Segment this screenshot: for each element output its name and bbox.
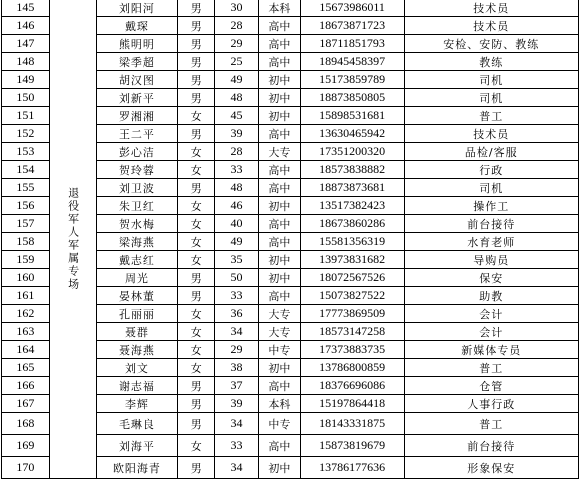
gender-cell: 男 — [178, 125, 215, 143]
education-cell: 高中 — [258, 287, 300, 305]
gender-cell: 女 — [178, 251, 215, 269]
age-cell: 40 — [215, 215, 259, 233]
job-cell: 保安 — [404, 269, 579, 287]
name-cell: 刘阳河 — [96, 0, 178, 17]
gender-cell: 女 — [178, 341, 215, 359]
age-cell: 29 — [215, 341, 259, 359]
row-number-cell: 151 — [2, 107, 50, 125]
phone-cell: 15581356319 — [300, 233, 404, 251]
gender-cell: 女 — [178, 233, 215, 251]
name-cell: 孔丽丽 — [96, 305, 178, 323]
age-cell: 39 — [215, 395, 259, 413]
age-cell: 49 — [215, 71, 259, 89]
job-cell: 普工 — [404, 359, 579, 377]
name-cell: 朱卫红 — [96, 197, 178, 215]
education-cell: 中专 — [258, 413, 300, 435]
phone-cell: 18873850805 — [300, 89, 404, 107]
age-cell: 28 — [215, 17, 259, 35]
gender-cell: 女 — [178, 197, 215, 215]
education-cell: 初中 — [258, 197, 300, 215]
job-cell: 普工 — [404, 413, 579, 435]
age-cell: 36 — [215, 305, 259, 323]
gender-cell: 女 — [178, 305, 215, 323]
row-number-cell: 156 — [2, 197, 50, 215]
job-cell: 安检、安防、教练 — [404, 35, 579, 53]
name-cell: 毛琳良 — [96, 413, 178, 435]
education-cell: 高中 — [258, 377, 300, 395]
row-number-cell: 148 — [2, 53, 50, 71]
gender-cell: 女 — [178, 359, 215, 377]
phone-cell: 13517382423 — [300, 197, 404, 215]
gender-cell: 男 — [178, 17, 215, 35]
name-cell: 贺玲蓉 — [96, 161, 178, 179]
job-cell: 普工 — [404, 107, 579, 125]
education-cell: 高中 — [258, 161, 300, 179]
gender-cell: 男 — [178, 395, 215, 413]
education-cell: 初中 — [258, 89, 300, 107]
education-cell: 高中 — [258, 215, 300, 233]
job-cell: 品检/客服 — [404, 143, 579, 161]
table-body — [2, 0, 579, 479]
education-cell: 高中 — [258, 17, 300, 35]
name-cell: 刘文 — [96, 359, 178, 377]
job-cell: 教练 — [404, 53, 579, 71]
age-cell: 34 — [215, 457, 259, 479]
education-cell: 大专 — [258, 305, 300, 323]
education-cell: 初中 — [258, 359, 300, 377]
name-cell: 刘海平 — [96, 435, 178, 457]
age-cell: 28 — [215, 143, 259, 161]
job-cell: 形象保安 — [404, 457, 579, 479]
row-number-cell: 150 — [2, 89, 50, 107]
gender-cell: 男 — [178, 35, 215, 53]
row-number-cell: 159 — [2, 251, 50, 269]
name-cell: 刘新平 — [96, 89, 178, 107]
row-number-cell: 170 — [2, 457, 50, 479]
job-cell: 司机 — [404, 89, 579, 107]
row-number-cell: 157 — [2, 215, 50, 233]
age-cell: 30 — [215, 0, 259, 17]
phone-cell: 13630465942 — [300, 125, 404, 143]
row-number-cell: 161 — [2, 287, 50, 305]
row-number-cell: 154 — [2, 161, 50, 179]
education-cell: 大专 — [258, 323, 300, 341]
education-cell: 高中 — [258, 53, 300, 71]
age-cell: 45 — [215, 107, 259, 125]
row-number-cell: 152 — [2, 125, 50, 143]
table-row — [2, 0, 579, 17]
phone-cell: 15873819679 — [300, 435, 404, 457]
age-cell: 39 — [215, 125, 259, 143]
gender-cell: 男 — [178, 53, 215, 71]
name-cell: 刘卫波 — [96, 179, 178, 197]
job-cell: 会计 — [404, 323, 579, 341]
name-cell: 周光 — [96, 269, 178, 287]
gender-cell: 男 — [178, 179, 215, 197]
phone-cell: 13973831682 — [300, 251, 404, 269]
education-cell: 高中 — [258, 35, 300, 53]
phone-cell: 15197864418 — [300, 395, 404, 413]
job-cell: 前台接待 — [404, 215, 579, 233]
job-cell: 助教 — [404, 287, 579, 305]
name-cell: 欧阳海青 — [96, 457, 178, 479]
job-cell: 导购员 — [404, 251, 579, 269]
row-number-cell: 163 — [2, 323, 50, 341]
name-cell: 罗湘湘 — [96, 107, 178, 125]
phone-cell: 15673986011 — [300, 0, 404, 17]
name-cell: 李辉 — [96, 395, 178, 413]
age-cell: 33 — [215, 435, 259, 457]
education-cell: 初中 — [258, 269, 300, 287]
education-cell: 本科 — [258, 395, 300, 413]
row-number-cell: 147 — [2, 35, 50, 53]
gender-cell: 男 — [178, 457, 215, 479]
age-cell: 38 — [215, 359, 259, 377]
name-cell: 贺水梅 — [96, 215, 178, 233]
gender-cell: 女 — [178, 143, 215, 161]
job-cell: 技术员 — [404, 125, 579, 143]
name-cell: 聂群 — [96, 323, 178, 341]
job-cell: 会计 — [404, 305, 579, 323]
phone-cell: 15173859789 — [300, 71, 404, 89]
row-number-cell: 155 — [2, 179, 50, 197]
row-number-cell: 168 — [2, 413, 50, 435]
age-cell: 34 — [215, 413, 259, 435]
gender-cell: 男 — [178, 287, 215, 305]
gender-cell: 男 — [178, 413, 215, 435]
row-number-cell: 158 — [2, 233, 50, 251]
education-cell: 高中 — [258, 233, 300, 251]
age-cell: 35 — [215, 251, 259, 269]
gender-cell: 男 — [178, 377, 215, 395]
row-number-cell: 165 — [2, 359, 50, 377]
age-cell: 25 — [215, 53, 259, 71]
phone-cell: 18945458397 — [300, 53, 404, 71]
phone-cell: 18873873681 — [300, 179, 404, 197]
gender-cell: 女 — [178, 161, 215, 179]
row-number-cell: 169 — [2, 435, 50, 457]
name-cell: 戴琛 — [96, 17, 178, 35]
gender-cell: 男 — [178, 0, 215, 17]
job-cell: 前台接待 — [404, 435, 579, 457]
phone-cell: 17351200320 — [300, 143, 404, 161]
education-cell: 高中 — [258, 435, 300, 457]
row-number-cell: 146 — [2, 17, 50, 35]
phone-cell: 18072567526 — [300, 269, 404, 287]
phone-cell: 18376696086 — [300, 377, 404, 395]
education-cell: 高中 — [258, 125, 300, 143]
name-cell: 熊明明 — [96, 35, 178, 53]
name-cell: 梁季超 — [96, 53, 178, 71]
age-cell: 48 — [215, 89, 259, 107]
row-number-cell: 149 — [2, 71, 50, 89]
job-cell: 人事行政 — [404, 395, 579, 413]
row-number-cell: 145 — [2, 0, 50, 17]
name-cell: 戴志红 — [96, 251, 178, 269]
job-cell: 技术员 — [404, 0, 579, 17]
phone-cell: 18143331875 — [300, 413, 404, 435]
age-cell: 49 — [215, 233, 259, 251]
row-number-cell: 164 — [2, 341, 50, 359]
phone-cell: 13786177636 — [300, 457, 404, 479]
gender-cell: 男 — [178, 71, 215, 89]
phone-cell: 15898531681 — [300, 107, 404, 125]
name-cell: 谢志福 — [96, 377, 178, 395]
gender-cell: 男 — [178, 89, 215, 107]
row-number-cell: 160 — [2, 269, 50, 287]
education-cell: 本科 — [258, 0, 300, 17]
age-cell: 33 — [215, 287, 259, 305]
category-cell — [49, 0, 96, 479]
job-cell: 操作工 — [404, 197, 579, 215]
age-cell: 33 — [215, 161, 259, 179]
row-number-cell: 167 — [2, 395, 50, 413]
job-cell: 司机 — [404, 71, 579, 89]
name-cell: 聂海燕 — [96, 341, 178, 359]
education-cell: 大专 — [258, 143, 300, 161]
job-seeker-table — [1, 0, 579, 479]
phone-cell: 18673860286 — [300, 215, 404, 233]
age-cell: 46 — [215, 197, 259, 215]
gender-cell: 女 — [178, 323, 215, 341]
phone-cell: 15073827522 — [300, 287, 404, 305]
name-cell: 彭心洁 — [96, 143, 178, 161]
education-cell: 高中 — [258, 179, 300, 197]
phone-cell: 17773869509 — [300, 305, 404, 323]
job-cell: 新媒体专员 — [404, 341, 579, 359]
job-cell: 仓管 — [404, 377, 579, 395]
name-cell: 胡汉图 — [96, 71, 178, 89]
age-cell: 50 — [215, 269, 259, 287]
age-cell: 37 — [215, 377, 259, 395]
row-number-cell: 162 — [2, 305, 50, 323]
phone-cell: 18711851793 — [300, 35, 404, 53]
row-number-cell: 166 — [2, 377, 50, 395]
name-cell: 梁海燕 — [96, 233, 178, 251]
gender-cell: 女 — [178, 435, 215, 457]
gender-cell: 男 — [178, 269, 215, 287]
education-cell: 初中 — [258, 457, 300, 479]
age-cell: 34 — [215, 323, 259, 341]
phone-cell: 17373883735 — [300, 341, 404, 359]
name-cell: 晏林董 — [96, 287, 178, 305]
name-cell: 王二平 — [96, 125, 178, 143]
gender-cell: 女 — [178, 107, 215, 125]
job-cell: 行政 — [404, 161, 579, 179]
gender-cell: 女 — [178, 215, 215, 233]
phone-cell: 18573147258 — [300, 323, 404, 341]
education-cell: 初中 — [258, 71, 300, 89]
phone-cell: 13786800859 — [300, 359, 404, 377]
age-cell: 48 — [215, 179, 259, 197]
job-cell: 技术员 — [404, 17, 579, 35]
row-number-cell: 153 — [2, 143, 50, 161]
education-cell: 初中 — [258, 251, 300, 269]
education-cell: 初中 — [258, 107, 300, 125]
job-cell: 水育老师 — [404, 233, 579, 251]
phone-cell: 18573838882 — [300, 161, 404, 179]
job-cell: 司机 — [404, 179, 579, 197]
education-cell: 中专 — [258, 341, 300, 359]
phone-cell: 18673871723 — [300, 17, 404, 35]
category-label: 退役军人军属专场 — [66, 186, 80, 291]
age-cell: 29 — [215, 35, 259, 53]
